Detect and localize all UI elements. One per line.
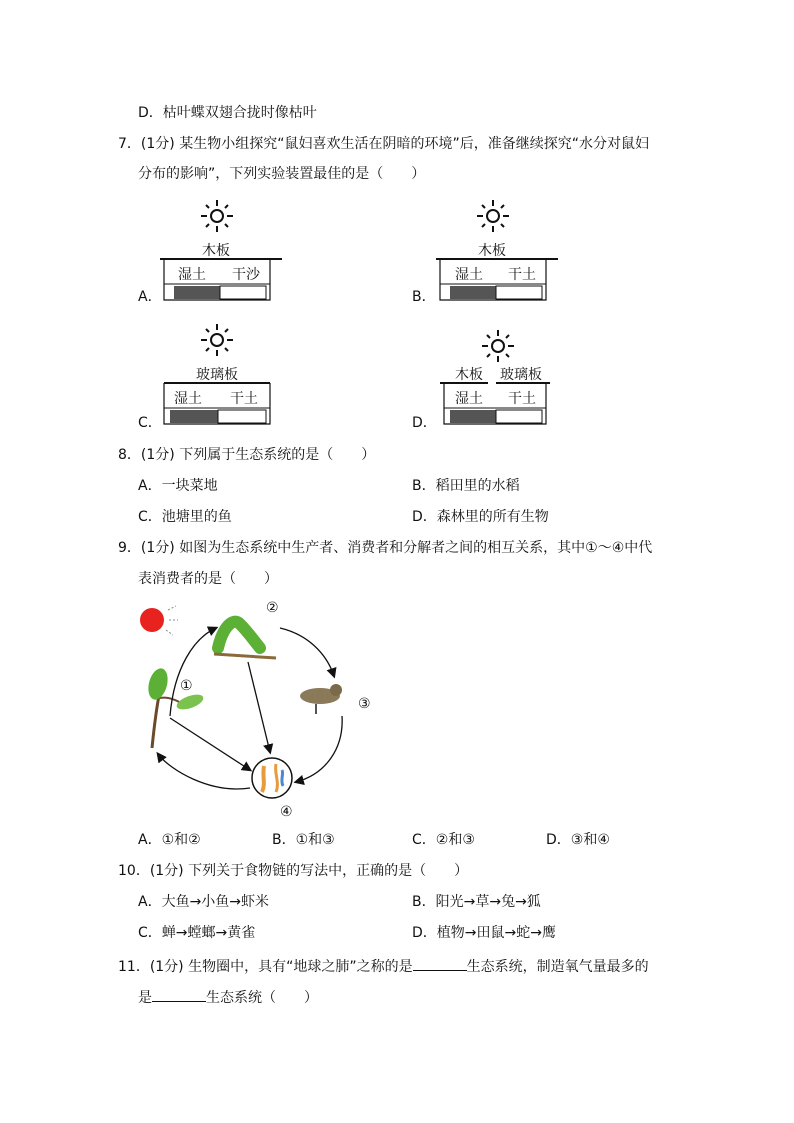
q11-text-part1: 11．(1分) 生物圈中，具有“地球之肺”之称的是 [118,959,413,975]
q9-option-d: D．③和④ [546,832,610,848]
option-letter: A． [138,289,162,305]
caterpillar-icon [214,622,276,658]
q10-option-d: D．植物→田鼠→蛇→鹰 [412,925,556,941]
q8-option-d: D．森林里的所有生物 [412,509,549,525]
sun-icon [480,328,516,364]
q7-stem-line2: 分布的影响”，下列实验装置最佳的是（ ） [138,166,426,182]
q8-option-a: A．一块菜地 [138,478,218,494]
cover-label: 木板 [478,243,506,259]
right-soil-label: 干土 [508,391,536,407]
cover-left-label: 木板 [455,367,483,383]
q9-option-c: C．②和③ [412,832,475,848]
bird-icon [300,684,342,714]
ecosystem-diagram [130,598,390,828]
sun-icon [475,198,511,234]
answer-blank-1[interactable] [413,956,467,971]
left-soil-label: 湿土 [455,267,483,283]
label-4: ④ [280,804,293,820]
label-3: ③ [358,696,371,712]
q10-stem: 10．(1分) 下列关于食物链的写法中，正确的是（ ） [118,863,469,879]
q10-option-a: A．大鱼→小鱼→虾米 [138,894,270,910]
left-soil-label: 湿土 [178,267,206,283]
q8-stem: 8．(1分) 下列属于生态系统的是（ ） [118,447,376,463]
label-1: ① [180,678,193,694]
left-soil-label: 湿土 [174,391,202,407]
right-soil-label: 干土 [508,267,536,283]
q11-text-part3: 是 [138,990,152,1006]
label-2: ② [266,600,279,616]
left-soil-label: 湿土 [455,391,483,407]
cover-right-label: 玻璃板 [500,367,542,383]
right-soil-label: 干土 [230,391,258,407]
sun-icon [199,322,235,358]
q11-text-part2: 生态系统，制造氧气量最多的 [466,959,649,975]
cover-label: 木板 [202,243,230,259]
answer-blank-2[interactable] [152,987,206,1002]
q11-line1 [118,956,649,977]
q10-option-c: C．蝉→螳螂→黄雀 [138,925,256,941]
option-letter: D． [412,415,437,431]
right-soil-label: 干沙 [232,267,260,283]
q11-line2 [138,987,318,1008]
q9-stem-line2: 表消费者的是（ ） [138,571,278,587]
q9-option-b: B．①和③ [272,832,335,848]
q9-stem-line1: 9．(1分) 如图为生态系统中生产者、消费者和分解者之间的相互关系，其中①～④中代 [118,540,653,556]
decomposer-icon [252,758,292,798]
q8-option-c: C．池塘里的鱼 [138,509,232,525]
sun-icon [140,606,178,635]
q11-text-part4: 生态系统（ ） [206,990,318,1006]
q10-option-b: B．阳光→草→兔→狐 [412,894,541,910]
option-letter: C． [138,415,162,431]
q9-option-a: A．①和② [138,832,201,848]
option-letter: B． [412,289,436,305]
q8-option-b: B．稻田里的水稻 [412,478,520,494]
q6-option-d: D．枯叶蝶双翅合拢时像枯叶 [138,105,317,121]
cover-label: 玻璃板 [196,367,238,383]
sun-icon [199,198,235,234]
q7-stem-line1: 7．(1分) 某生物小组探究“鼠妇喜欢生活在阴暗的环境”后，准备继续探究“水分对鼠妇 [118,136,649,152]
